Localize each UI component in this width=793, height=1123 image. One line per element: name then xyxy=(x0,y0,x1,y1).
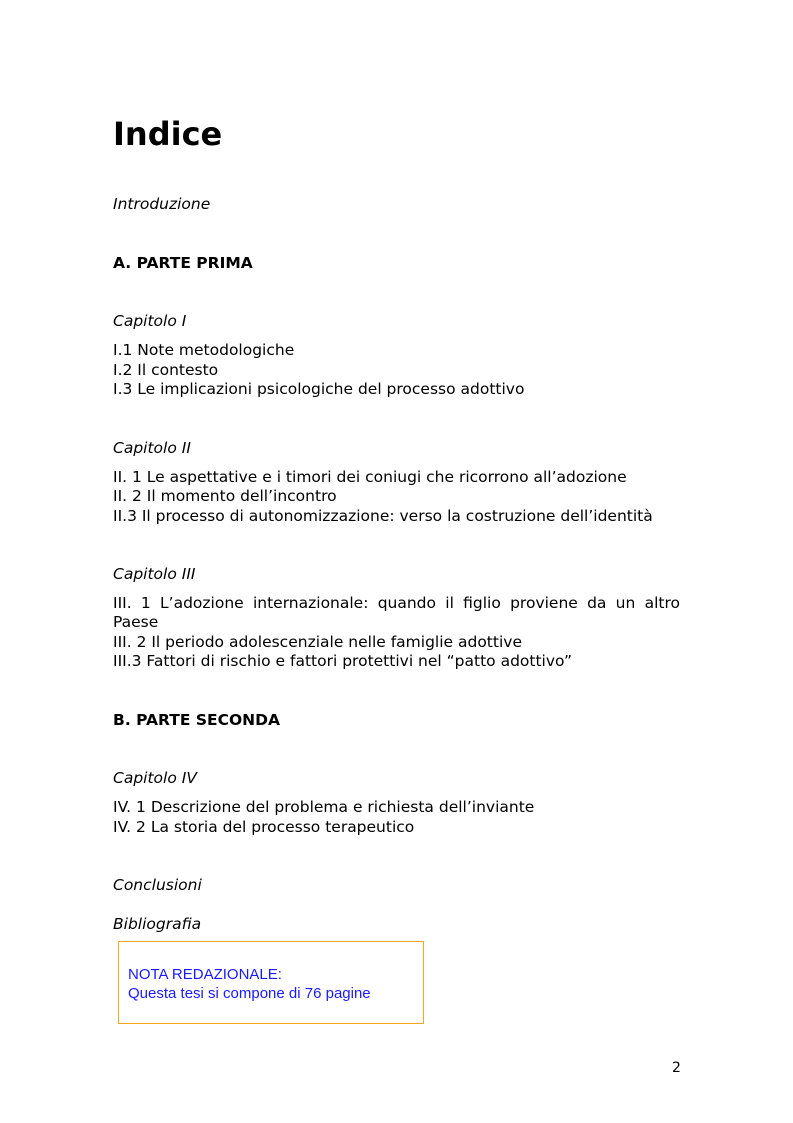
toc-entry: I.2 Il contesto xyxy=(113,361,219,379)
part-one-heading: A. PARTE PRIMA xyxy=(113,254,253,272)
toc-entry: III. 2 Il periodo adolescenziale nelle famiglie adottive xyxy=(113,633,522,651)
editorial-note-text: Questa tesi si compone di 76 pagine xyxy=(128,985,371,1002)
toc-entry: I.1 Note metodologiche xyxy=(113,341,295,359)
editorial-note-label: NOTA REDAZIONALE: xyxy=(128,966,282,983)
toc-introduction: Introduzione xyxy=(113,195,211,213)
page-title: Indice xyxy=(113,115,223,153)
toc-entry: I.3 Le implicazioni psicologiche del processo adottivo xyxy=(113,380,525,398)
toc-entry: III. 1 L’adozione internazionale: quando il figlio proviene da un altro xyxy=(113,594,680,612)
toc-entry: III.3 Fattori di rischio e fattori protettivi nel “patto adottivo” xyxy=(113,652,572,670)
toc-entry: II. 2 Il momento dell’incontro xyxy=(113,487,337,505)
toc-entry: IV. 2 La storia del processo terapeutico xyxy=(113,818,415,836)
part-two-heading: B. PARTE SECONDA xyxy=(113,711,280,729)
toc-entry: II. 1 Le aspettative e i timori dei coniugi che ricorrono all’adozione xyxy=(113,468,627,486)
chapter-2-title: Capitolo II xyxy=(113,439,191,457)
toc-entry: IV. 1 Descrizione del problema e richiesta dell’inviante xyxy=(113,798,535,816)
chapter-4-title: Capitolo IV xyxy=(113,769,197,787)
chapter-3-title: Capitolo III xyxy=(113,565,196,583)
toc-bibliography: Bibliografia xyxy=(113,915,202,933)
page-number: 2 xyxy=(672,1060,681,1076)
toc-entry: II.3 Il processo di autonomizzazione: verso la costruzione dell’identità xyxy=(113,507,653,525)
toc-conclusions: Conclusioni xyxy=(113,876,202,894)
chapter-1-title: Capitolo I xyxy=(113,312,187,330)
toc-entry-continuation: Paese xyxy=(113,613,159,631)
